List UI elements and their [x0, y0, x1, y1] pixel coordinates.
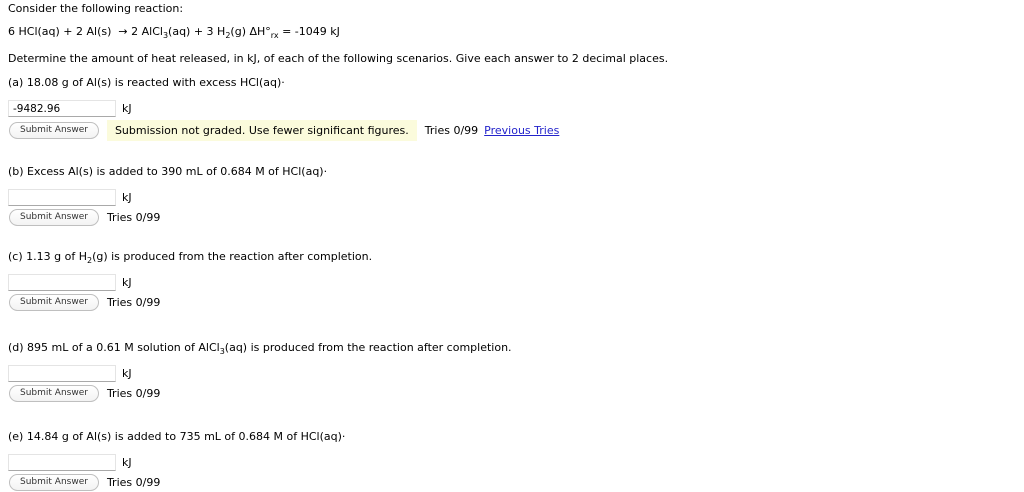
instruction-text: Determine the amount of heat released, in kJ, of each of the following scenarios. Give each answer to 2 decimal places. — [8, 52, 669, 65]
unit-label-d: kJ — [122, 367, 132, 380]
question-text: (c) 1.13 g of H — [8, 250, 87, 263]
submit-row-a — [8, 120, 1016, 141]
submit-answer-button-c[interactable]: Submit Answer — [9, 294, 99, 311]
tries-counter-d: Tries 0/99 — [106, 387, 161, 400]
submit-answer-button-a[interactable]: Submit Answer — [9, 122, 99, 139]
part-e — [8, 430, 1016, 491]
answer-input-d[interactable] — [8, 365, 116, 382]
part-b — [8, 165, 1016, 226]
tries-counter-c: Tries 0/99 — [106, 296, 161, 309]
tries-counter-b: Tries 0/99 — [106, 211, 161, 224]
equation-subscript: 3 — [162, 31, 169, 41]
tries-counter-e: Tries 0/99 — [106, 476, 161, 489]
unit-label-a: kJ — [122, 102, 132, 115]
equation-text: (aq) + 3 H — [168, 25, 226, 38]
unit-label-b: kJ — [122, 191, 132, 204]
part-d — [8, 341, 1016, 402]
question-text: (aq) is produced from the reaction after completion. — [224, 341, 512, 354]
equation-text: (g) ΔH° — [230, 25, 271, 38]
answer-row-c — [8, 274, 1016, 291]
intro-text: Consider the following reaction: — [8, 2, 184, 15]
submit-answer-button-d[interactable]: Submit Answer — [9, 385, 99, 402]
question-b: (b) Excess Al(s) is added to 390 mL of 0.684 M of HCl(aq)· — [8, 165, 328, 178]
equation-subscript: 2 — [225, 31, 231, 41]
question-e: (e) 14.84 g of Al(s) is added to 735 mL of 0.684 M of HCl(aq)· — [8, 430, 346, 443]
question-a: (a) 18.08 g of Al(s) is reacted with excess HCl(aq)· — [8, 76, 285, 89]
answer-input-c[interactable] — [8, 274, 116, 291]
answer-row-d — [8, 365, 1016, 382]
part-a — [8, 76, 1016, 141]
answer-input-a[interactable] — [8, 100, 116, 117]
equation-subscript: rx — [270, 31, 279, 41]
equation-text: = -1049 kJ — [278, 25, 340, 38]
equation-text: 6 HCl(aq) + 2 Al(s) → 2 AlCl — [8, 25, 163, 38]
tries-counter-a: Tries 0/99 — [424, 124, 479, 137]
answer-row-b — [8, 189, 1016, 206]
answer-input-b[interactable] — [8, 189, 116, 206]
submit-row-e — [8, 474, 1016, 491]
submit-row-b — [8, 209, 1016, 226]
answer-row-e — [8, 454, 1016, 471]
submit-answer-button-e[interactable]: Submit Answer — [9, 474, 99, 491]
submit-row-c — [8, 294, 1016, 311]
question-subscript: 3 — [219, 347, 225, 357]
part-c — [8, 250, 1016, 311]
question-text: (d) 895 mL of a 0.61 M solution of AlCl — [8, 341, 220, 354]
question-text: (g) is produced from the reaction after completion. — [92, 250, 373, 263]
unit-label-c: kJ — [122, 276, 132, 289]
reaction-equation — [8, 25, 1016, 39]
question-d — [8, 341, 1016, 357]
feedback-message-a: Submission not graded. Use fewer significant figures. — [107, 120, 417, 141]
question-subscript: 2 — [86, 256, 93, 266]
submit-row-d — [8, 385, 1016, 402]
previous-tries-link-a[interactable]: Previous Tries — [484, 124, 560, 137]
answer-input-e[interactable] — [8, 454, 116, 471]
unit-label-e: kJ — [122, 456, 132, 469]
question-c — [8, 250, 1016, 266]
submit-answer-button-b[interactable]: Submit Answer — [9, 209, 99, 226]
answer-row-a — [8, 100, 1016, 117]
